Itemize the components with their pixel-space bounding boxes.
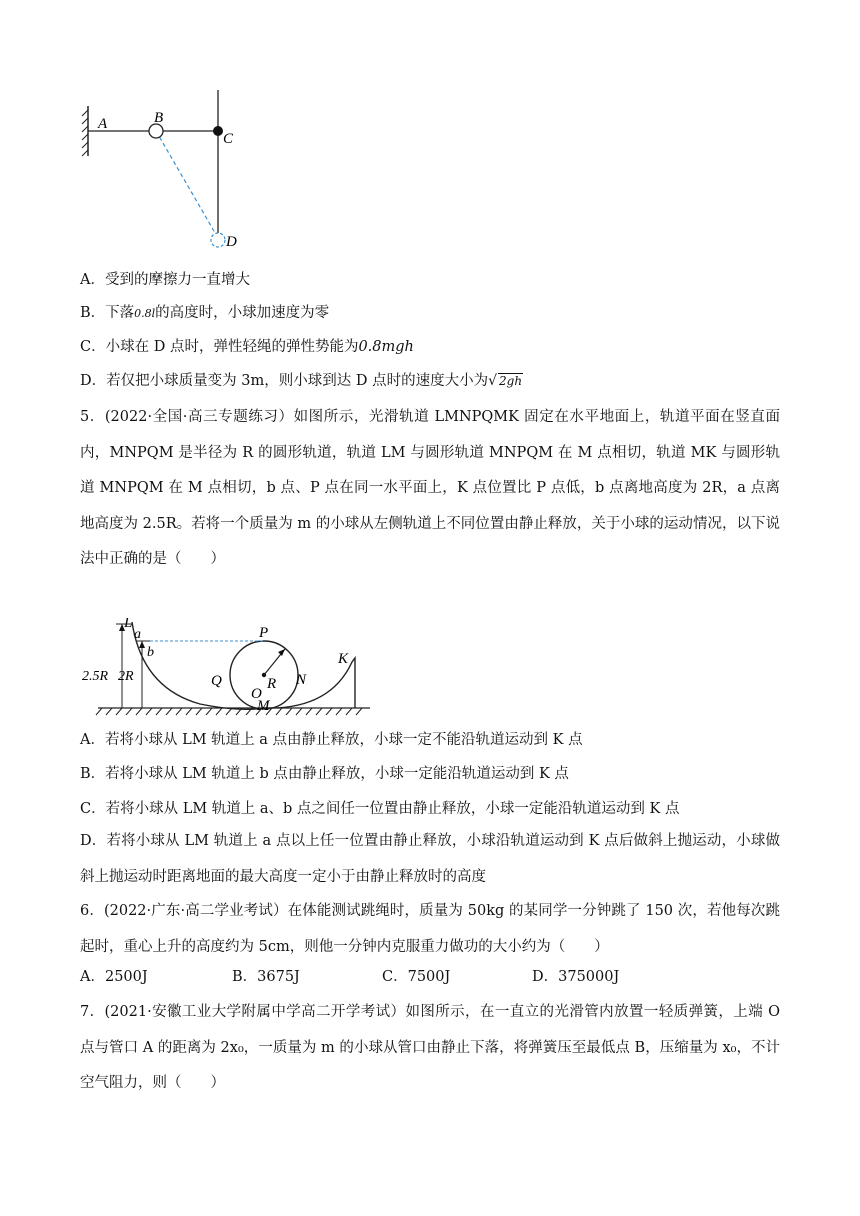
q6-stem: 6．(2022·广东·高二学业考试）在体能测试跳绳时，质量为 50kg 的某同学一分钟跳了 150 次，若他每次跳起时，重心上升的高度约为 5cm，则他一分钟内克服重力做功的大小约为（ ） xyxy=(80,903,780,955)
q7-stem: 7．(2021·安徽工业大学附属中学高二开学考试）如图所示，在一直立的光滑管内放置一轻质弹簧，上端 O 点与管口 A 的距离为 2x₀，一质量为 m 的小球从管口由静止下落，将弹簧压至最低点 B，压缩量为 x₀，不计空气阻力，则（ ） xyxy=(80,1004,780,1091)
label-r: R xyxy=(267,676,277,692)
q6-option-b: B．3675J xyxy=(232,969,300,985)
label-o: O xyxy=(251,686,262,702)
rope-dashed xyxy=(156,131,218,238)
label-p: P xyxy=(259,625,269,641)
ball-b xyxy=(149,124,163,138)
label-a-pt: a xyxy=(134,627,141,642)
label-k: K xyxy=(338,651,349,667)
radius-arrowhead xyxy=(278,649,285,656)
q5-option-c: C．若将小球从 LM 轨道上 a、b 点之间任一位置由静止释放，小球一定能沿轨道运动到 K 点 xyxy=(80,801,680,817)
label-25r: 2.5R xyxy=(82,669,109,684)
dim-2r-arrow xyxy=(139,641,145,648)
wall-hatch xyxy=(82,110,88,156)
ball-d xyxy=(211,233,225,247)
q5-option-d: D．若将小球从 LM 轨道上 a 点以上任一位置由静止释放，小球沿轨道运动到 K 点后做斜上抛运动，小球做斜上抛运动时距离地面的最大高度一定小于由静止释放时的高度 xyxy=(80,833,780,885)
q5-stem: 5．(2022·全国·高三专题练习）如图所示，光滑轨道 LMNPQMK 固定在水平地面上，轨道平面在竖直面内，MNPQM 是半径为 R 的圆形轨道，轨道 LM 与圆形轨道 MNPQM 在 M 点相切，轨道 MK 与圆形轨道 MNPQM 在 M 点相切，b 点、P 点在同一水平面上，K 点位置比 P 点低，b 点离地高度为 2R，a 点离地高度为 2.5R。若将一个质量为 m 的小球从左侧轨道上不同位置由静止释放，关于小球的运动情况，以下说法中正确的是（ ） xyxy=(80,409,780,567)
label-m: M xyxy=(257,698,270,714)
track-lm xyxy=(132,622,264,709)
q4-option-d: D．若仅把小球质量变为 3m，则小球到达 D 点时的速度大小为√ 2gh xyxy=(80,373,523,389)
figure-rope-ball xyxy=(80,88,270,258)
q4-option-c: C．小球在 D 点时，弹性轻绳的弹性势能为0.8mgh xyxy=(80,339,414,355)
q4-option-b: B．下落0.8l的高度时，小球加速度为零 xyxy=(80,305,330,321)
label-n: N xyxy=(296,672,307,688)
label-d: D xyxy=(226,234,237,250)
q4-option-a: A．受到的摩擦力一直增大 xyxy=(80,272,250,288)
ball-c xyxy=(213,126,223,136)
figure-track xyxy=(80,618,380,718)
q6-option-c: C．7500J xyxy=(382,969,451,985)
q5-option-a: A．若将小球从 LM 轨道上 a 点由静止释放，小球一定不能沿轨道运动到 K 点 xyxy=(80,732,583,748)
label-l: L xyxy=(124,618,133,631)
label-b: B xyxy=(154,110,164,126)
label-a: A xyxy=(98,116,108,132)
label-c: C xyxy=(223,131,234,147)
q6-option-d: D．375000J xyxy=(532,969,620,985)
label-q: Q xyxy=(211,673,222,689)
q6-option-a: A．2500J xyxy=(80,969,148,985)
label-b-pt: b xyxy=(147,645,154,660)
q5-option-b: B．若将小球从 LM 轨道上 b 点由静止释放，小球一定能沿轨道运动到 K 点 xyxy=(80,766,569,782)
label-2r: 2R xyxy=(118,669,134,684)
